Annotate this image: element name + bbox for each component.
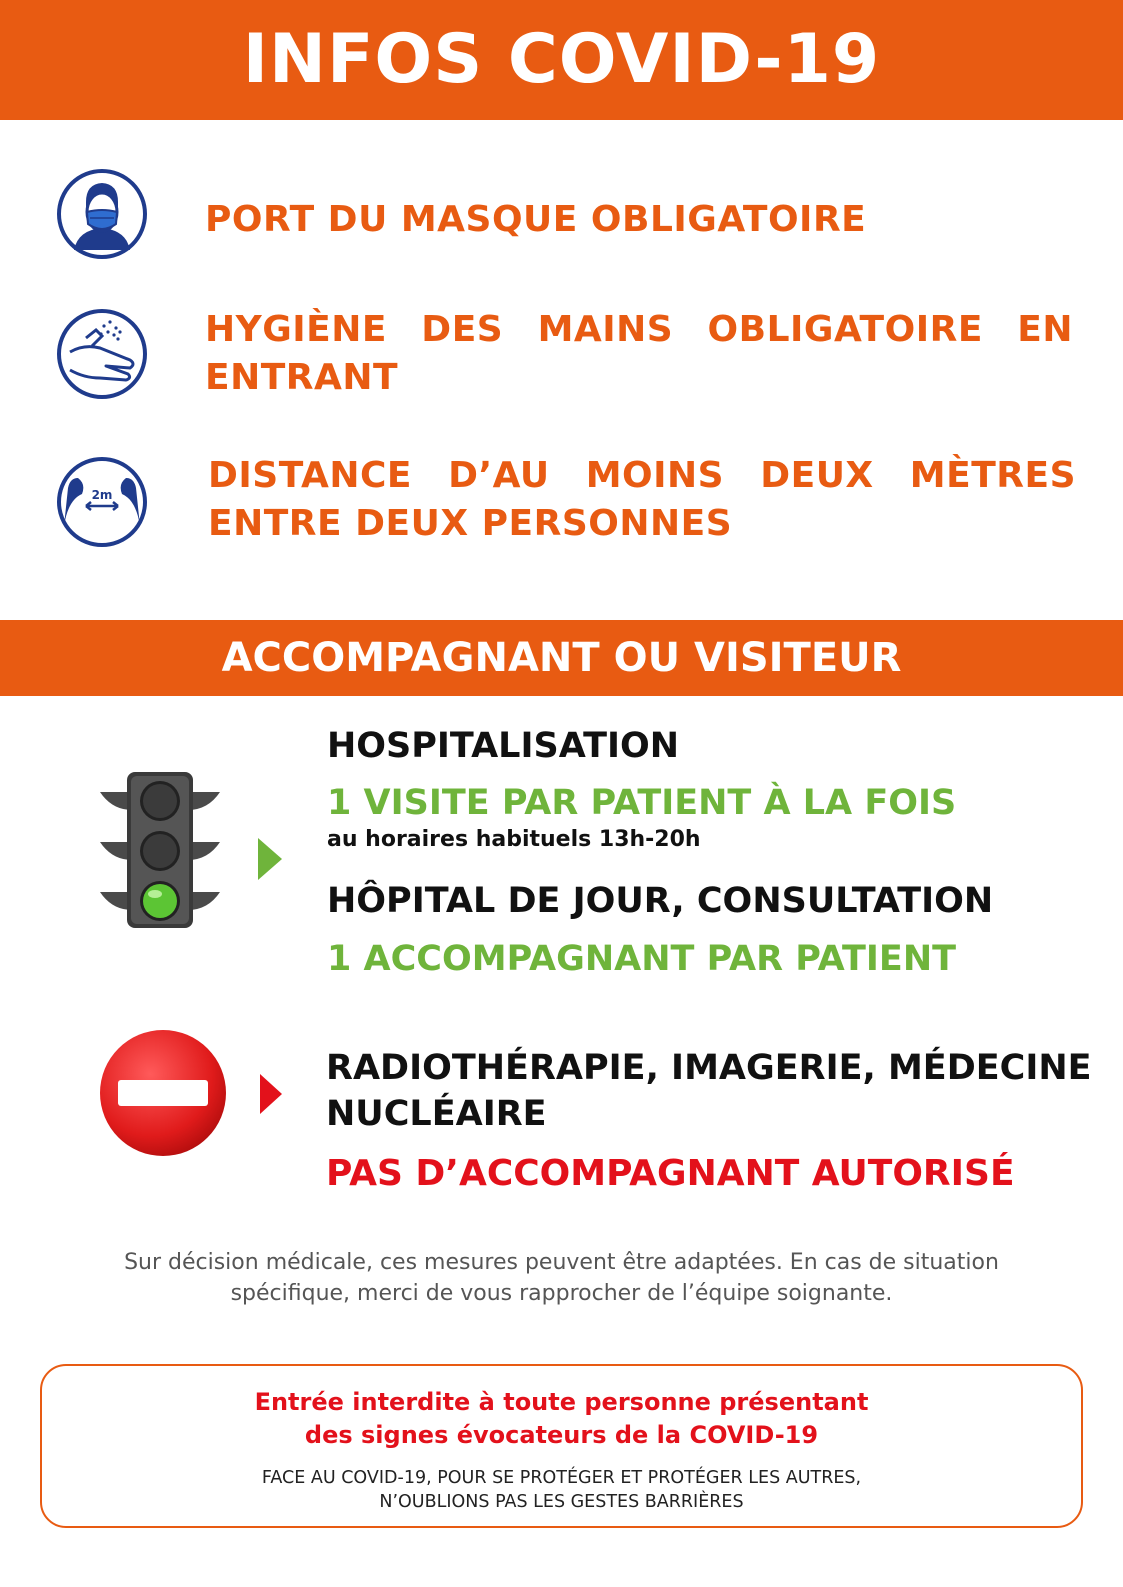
rule-mask-text: PORT DU MASQUE OBLIGATOIRE [205,199,867,240]
page-title: INFOS COVID-19 [0,0,1123,120]
day-hospital-title: HÔPITAL DE JOUR, CONSULTATION [327,881,994,921]
day-hospital-rule: 1 ACCOMPAGNANT PAR PATIENT [327,939,957,979]
hand-washing-icon [56,308,148,400]
face-mask-icon [56,168,148,260]
distance-icon-label: 2m [91,488,113,502]
warning-gray-line2: N’OUBLIONS PAS LES GESTES BARRIÈRES [379,1492,744,1512]
rule-distance-text: DISTANCE D’AU MOINS DEUX MÈTRES ENTRE DEUX PERSONNES [208,455,1076,544]
rule-hands-text: HYGIÈNE DES MAINS OBLIGATOIRE EN ENTRANT [205,309,1073,398]
arrow-right-red-icon [260,1074,282,1118]
arrow-right-green-icon [258,838,282,884]
warning-red-line2: des signes évocateurs de la COVID-19 [304,1421,819,1449]
warning-gray-line1: FACE AU COVID-19, POUR SE PROTÉGER ET PROTÉGER LES AUTRES, [261,1468,862,1488]
warning-box [40,1364,1083,1528]
medical-note-line1: Sur décision médicale, ces mesures peuvent être adaptées. En cas de situation [124,1250,999,1275]
hospitalisation-title: HOSPITALISATION [327,726,680,766]
no-entry-icon [98,1028,228,1158]
forbidden-title-line2: NUCLÉAIRE [326,1094,547,1134]
medical-note-line2: spécifique, merci de vous rapprocher de l’équipe soignante. [230,1281,893,1306]
warning-red-line1: Entrée interdite à toute personne présentant [254,1388,869,1416]
traffic-light-green-icon [100,770,220,930]
forbidden-rule: PAS D’ACCOMPAGNANT AUTORISÉ [326,1153,1015,1194]
hospitalisation-hours: au horaires habituels 13h-20h [327,827,701,852]
section-title: ACCOMPAGNANT OU VISITEUR [0,620,1123,696]
distancing-icon [56,456,148,548]
hospitalisation-rule: 1 VISITE PAR PATIENT À LA FOIS [327,783,957,823]
forbidden-title-line1: RADIOTHÉRAPIE, IMAGERIE, MÉDECINE [326,1048,1092,1088]
